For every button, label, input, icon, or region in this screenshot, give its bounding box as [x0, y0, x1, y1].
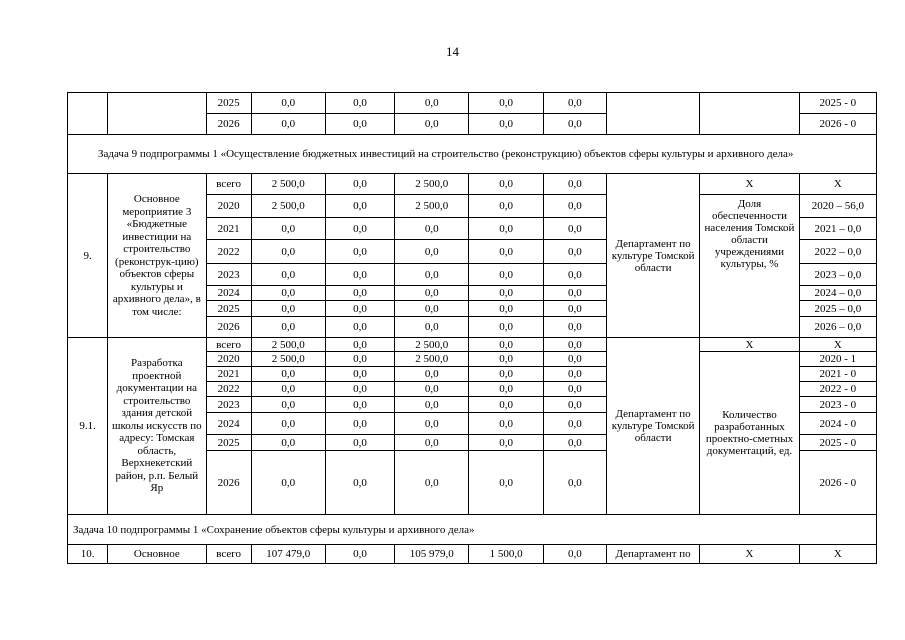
year-cell: 2026 [206, 451, 251, 515]
regional-cell: 0,0 [395, 317, 469, 338]
local-cell: 0,0 [469, 174, 543, 195]
indicator-value-cell: 2026 - 0 [799, 114, 876, 135]
year-cell: 2020 [206, 195, 251, 218]
total-cell: 2 500,0 [251, 352, 325, 367]
table-row [68, 93, 877, 114]
task-title: Задача 9 подпрограммы 1 «Осуществление бюджетных инвестиций на строительство (реконструкцию) объектов сферы культуры и архивного дела» [68, 135, 877, 174]
federal-cell: 0,0 [325, 114, 394, 135]
local-cell: 0,0 [469, 195, 543, 218]
indicator-header: Х [700, 174, 799, 195]
extra-cell: 0,0 [543, 174, 606, 195]
extra-cell: 0,0 [543, 397, 606, 413]
regional-cell: 0,0 [395, 435, 469, 451]
local-cell: 0,0 [469, 264, 543, 286]
extra-cell: 0,0 [543, 195, 606, 218]
row-number: 9. [68, 174, 108, 338]
total-cell: 2 500,0 [251, 174, 325, 195]
local-cell: 0,0 [469, 93, 543, 114]
indicator-value-cell: Х [799, 545, 876, 564]
regional-cell: 0,0 [395, 218, 469, 240]
federal-cell: 0,0 [325, 352, 394, 367]
local-cell: 1 500,0 [469, 545, 543, 564]
name-cell [108, 93, 206, 135]
local-cell: 0,0 [469, 413, 543, 435]
total-cell: 0,0 [251, 382, 325, 397]
federal-cell: 0,0 [325, 397, 394, 413]
year-cell: 2025 [206, 301, 251, 317]
indicator-value-cell: 2021 - 0 [799, 367, 876, 382]
total-cell: 0,0 [251, 301, 325, 317]
row-number: 10. [68, 545, 108, 564]
year-cell: всего [206, 338, 251, 352]
year-cell: 2023 [206, 397, 251, 413]
year-cell: 2024 [206, 413, 251, 435]
regional-cell: 0,0 [395, 367, 469, 382]
task-title: Задача 10 подпрограммы 1 «Сохранение объектов сферы культуры и архивного дела» [68, 515, 877, 545]
number-cell [68, 93, 108, 135]
year-cell: 2020 [206, 352, 251, 367]
table-row [68, 515, 877, 545]
year-cell: 2022 [206, 382, 251, 397]
regional-cell: 0,0 [395, 301, 469, 317]
extra-cell: 0,0 [543, 286, 606, 301]
year-cell: 2022 [206, 240, 251, 264]
total-cell: 2 500,0 [251, 338, 325, 352]
indicator-value-cell: Х [799, 174, 876, 195]
local-cell: 0,0 [469, 451, 543, 515]
extra-cell: 0,0 [543, 317, 606, 338]
regional-cell: 0,0 [395, 397, 469, 413]
indicator-value-cell: 2024 – 0,0 [799, 286, 876, 301]
extra-cell: 0,0 [543, 545, 606, 564]
total-cell: 0,0 [251, 435, 325, 451]
indicator-value-cell: 2020 - 1 [799, 352, 876, 367]
total-cell: 0,0 [251, 114, 325, 135]
local-cell: 0,0 [469, 286, 543, 301]
extra-cell: 0,0 [543, 93, 606, 114]
federal-cell: 0,0 [325, 218, 394, 240]
year-cell: 2026 [206, 114, 251, 135]
indicator-value-cell: 2023 - 0 [799, 397, 876, 413]
indicator-name-cell: Х [700, 545, 799, 564]
total-cell: 0,0 [251, 93, 325, 114]
federal-cell: 0,0 [325, 435, 394, 451]
total-cell: 0,0 [251, 264, 325, 286]
regional-cell: 105 979,0 [395, 545, 469, 564]
indicator-value-cell: 2022 – 0,0 [799, 240, 876, 264]
local-cell: 0,0 [469, 382, 543, 397]
total-cell: 107 479,0 [251, 545, 325, 564]
federal-cell: 0,0 [325, 286, 394, 301]
regional-cell: 0,0 [395, 286, 469, 301]
year-cell: 2026 [206, 317, 251, 338]
table-row [68, 545, 877, 564]
table-row [68, 338, 877, 352]
extra-cell: 0,0 [543, 301, 606, 317]
indicator-value-cell: 2025 - 0 [799, 435, 876, 451]
indicator-value-cell: 2022 - 0 [799, 382, 876, 397]
indicator-name-cell [700, 93, 799, 135]
federal-cell: 0,0 [325, 338, 394, 352]
regional-cell: 2 500,0 [395, 195, 469, 218]
federal-cell: 0,0 [325, 317, 394, 338]
year-cell: 2024 [206, 286, 251, 301]
executor-cell: Департамент по [606, 545, 699, 564]
total-cell: 0,0 [251, 286, 325, 301]
event-name: Основное [108, 545, 206, 564]
extra-cell: 0,0 [543, 451, 606, 515]
extra-cell: 0,0 [543, 240, 606, 264]
federal-cell: 0,0 [325, 451, 394, 515]
extra-cell: 0,0 [543, 382, 606, 397]
indicator-value-cell: 2020 – 56,0 [799, 195, 876, 218]
year-cell: 2021 [206, 218, 251, 240]
executor-cell [606, 93, 699, 135]
indicator-value-cell: Х [799, 338, 876, 352]
year-cell: 2021 [206, 367, 251, 382]
regional-cell: 0,0 [395, 240, 469, 264]
indicator-value-cell: 2021 – 0,0 [799, 218, 876, 240]
federal-cell: 0,0 [325, 301, 394, 317]
regional-cell: 2 500,0 [395, 174, 469, 195]
total-cell: 0,0 [251, 451, 325, 515]
table-row [68, 135, 877, 174]
local-cell: 0,0 [469, 397, 543, 413]
extra-cell: 0,0 [543, 338, 606, 352]
indicator-value-cell: 2025 - 0 [799, 93, 876, 114]
extra-cell: 0,0 [543, 367, 606, 382]
year-cell: 2025 [206, 435, 251, 451]
federal-cell: 0,0 [325, 545, 394, 564]
event-name: Разработка проектной документации на строительство здания детской школы искусств по адресу: Томская область, Верхнекетский район, р.п. Белый Яр [108, 338, 206, 515]
executor-cell: Департамент по культуре Томской области [606, 174, 699, 338]
indicator-name-cell: Количество разработанных проектно-сметных документаций, ед. [700, 352, 799, 515]
federal-cell: 0,0 [325, 93, 394, 114]
event-name: Основное мероприятие 3 «Бюджетные инвестиции на строительство (реконструк-цию) объектов сферы культуры и архивного дела», в том числе: [108, 174, 206, 338]
executor-cell: Департамент по культуре Томской области [606, 338, 699, 515]
federal-cell: 0,0 [325, 382, 394, 397]
indicator-value-cell: 2025 – 0,0 [799, 301, 876, 317]
table-row [68, 174, 877, 195]
federal-cell: 0,0 [325, 264, 394, 286]
total-cell: 0,0 [251, 317, 325, 338]
budget-table [67, 92, 877, 564]
row-number: 9.1. [68, 338, 108, 515]
indicator-value-cell: 2026 - 0 [799, 451, 876, 515]
year-cell: 2025 [206, 93, 251, 114]
indicator-header: Х [700, 338, 799, 352]
year-cell: 2023 [206, 264, 251, 286]
local-cell: 0,0 [469, 367, 543, 382]
indicator-name-cell: Доля обеспеченности населения Томской области учреждениями культуры, % [700, 195, 799, 338]
local-cell: 0,0 [469, 338, 543, 352]
local-cell: 0,0 [469, 352, 543, 367]
total-cell: 0,0 [251, 367, 325, 382]
federal-cell: 0,0 [325, 413, 394, 435]
local-cell: 0,0 [469, 218, 543, 240]
regional-cell: 0,0 [395, 413, 469, 435]
federal-cell: 0,0 [325, 174, 394, 195]
year-cell: всего [206, 174, 251, 195]
extra-cell: 0,0 [543, 114, 606, 135]
year-cell: всего [206, 545, 251, 564]
regional-cell: 0,0 [395, 93, 469, 114]
indicator-value-cell: 2023 – 0,0 [799, 264, 876, 286]
total-cell: 0,0 [251, 218, 325, 240]
extra-cell: 0,0 [543, 264, 606, 286]
federal-cell: 0,0 [325, 240, 394, 264]
local-cell: 0,0 [469, 301, 543, 317]
regional-cell: 2 500,0 [395, 352, 469, 367]
regional-cell: 0,0 [395, 382, 469, 397]
regional-cell: 0,0 [395, 264, 469, 286]
local-cell: 0,0 [469, 317, 543, 338]
local-cell: 0,0 [469, 114, 543, 135]
regional-cell: 0,0 [395, 114, 469, 135]
extra-cell: 0,0 [543, 352, 606, 367]
extra-cell: 0,0 [543, 218, 606, 240]
total-cell: 0,0 [251, 413, 325, 435]
total-cell: 2 500,0 [251, 195, 325, 218]
indicator-value-cell: 2024 - 0 [799, 413, 876, 435]
local-cell: 0,0 [469, 435, 543, 451]
extra-cell: 0,0 [543, 435, 606, 451]
total-cell: 0,0 [251, 240, 325, 264]
extra-cell: 0,0 [543, 413, 606, 435]
federal-cell: 0,0 [325, 195, 394, 218]
indicator-value-cell: 2026 – 0,0 [799, 317, 876, 338]
regional-cell: 0,0 [395, 451, 469, 515]
local-cell: 0,0 [469, 240, 543, 264]
total-cell: 0,0 [251, 397, 325, 413]
regional-cell: 2 500,0 [395, 338, 469, 352]
page-number: 14 [446, 44, 459, 59]
federal-cell: 0,0 [325, 367, 394, 382]
